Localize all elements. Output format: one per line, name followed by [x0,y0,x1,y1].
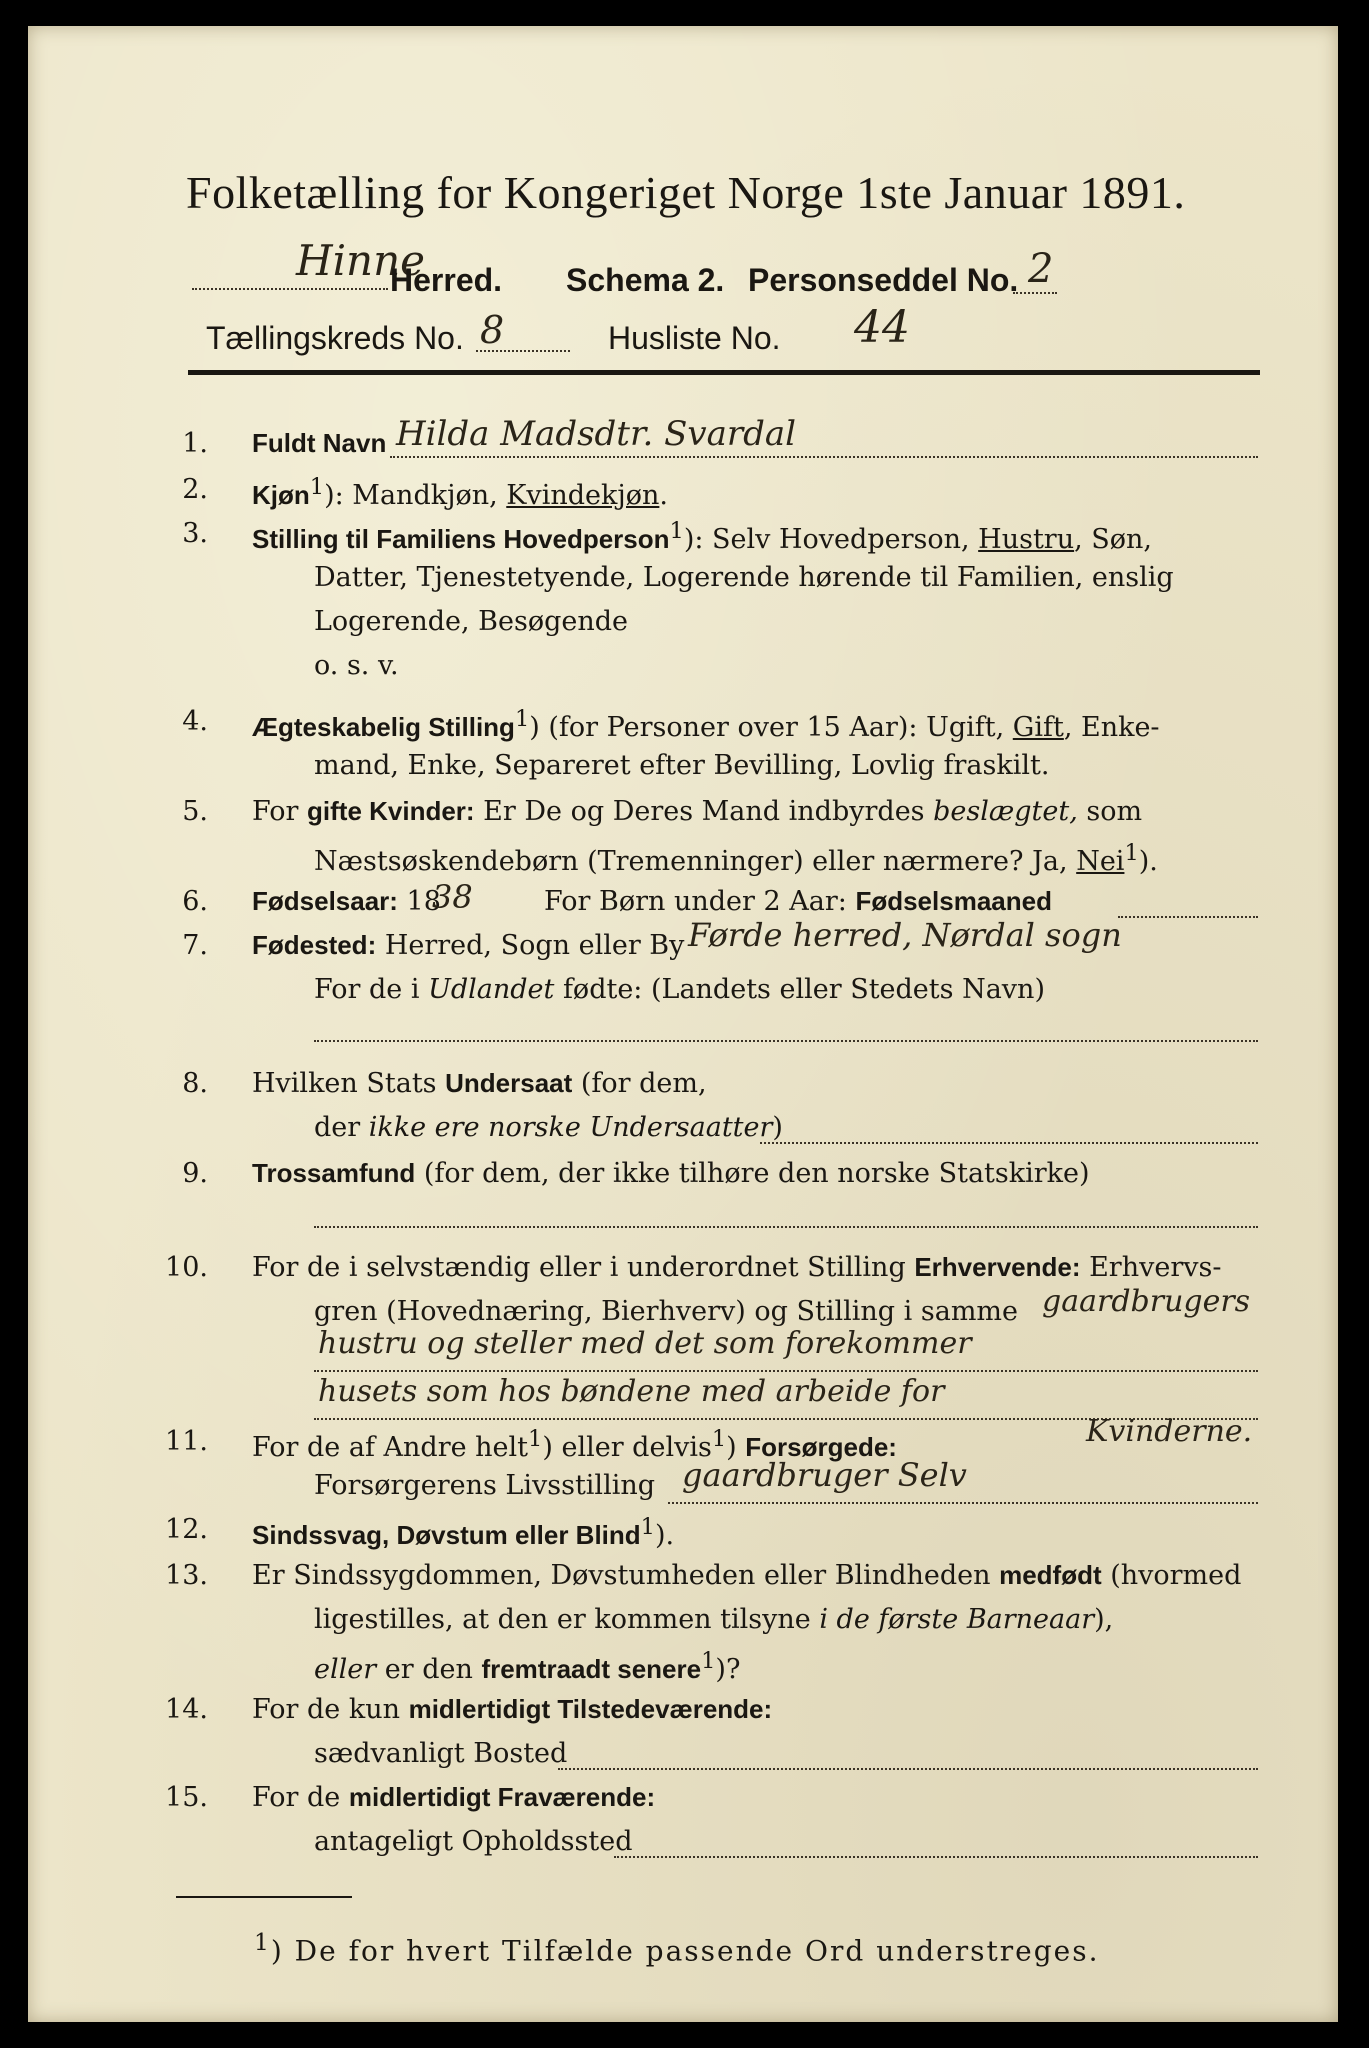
q14-number: 14. [165,1694,208,1725]
q2-text: Kjøn$^1$): Mandkjøn, Kvindekjøn. [252,474,668,511]
herred-dotted-line [192,288,388,290]
header-rule [188,370,1260,375]
q14-line1: For de kun midlertidigt Tilstedeværende: [252,1694,773,1725]
q10-line2: gren (Hovednæring, Bierhverv) og Stilling i samme [314,1296,1019,1327]
q7-dotted-line [314,1040,1258,1042]
q10-value-1: gaardbrugers [1042,1284,1251,1319]
q5-line2: Næstsøskendebørn (Tremenninger) eller nærmere? Ja, Nei$^1$). [314,840,1158,877]
personseddel-dotted-line [1013,292,1057,294]
q9-number: 9. [182,1158,208,1189]
q13-line1: Er Sindssygdommen, Døvstumheden eller Blindheden medfødt (hvormed [252,1560,1242,1591]
q10-dotted-line-2 [314,1370,1258,1372]
form-title: Folketælling for Kongeriget Norge 1ste Januar 1891. [186,167,1186,218]
herred-label: Herred. [390,262,503,298]
q8-line2: der ikke ere norske Undersaatter) [314,1112,783,1143]
kreds-label: Tællingskreds No. [206,320,464,356]
q6-number: 6. [182,886,208,917]
q10-line1: For de i selvstændig eller i underordnet Stilling Erhvervende: Erhvervs- [252,1252,1222,1283]
q8-line1: Hvilken Stats Undersaat (for dem, [252,1068,707,1099]
q7-line2: For de i Udlandet fødte: (Landets eller Stedets Navn) [314,974,1045,1005]
q7-birthplace-value: Førde herred, Nørdal sogn [688,916,1122,954]
footnote: $^1$) De for hvert Tilfælde passende Ord understreges. [254,1928,1100,1968]
q13-line3: eller er den fremtraadt senere$^1$)? [314,1648,741,1685]
q9-dotted-line [314,1226,1258,1228]
personseddel-value: 2 [1028,246,1054,292]
census-sheet [28,26,1338,2022]
q6-dotted-line [1118,916,1258,918]
q9-line1: Trossamfund (for dem, der ikke tilhøre den norske Statskirke) [252,1158,1090,1189]
q7-number: 7. [182,930,208,961]
q3-line4: o. s. v. [314,650,399,681]
q3-line2: Datter, Tjenestetyende, Logerende hørende til Familien, enslig [314,562,1174,593]
q2-number: 2. [182,474,208,505]
q11-value-2: gaardbruger Selv [682,1456,967,1494]
q12-number: 12. [165,1514,208,1545]
q13-line2: ligestilles, at den er kommen tilsyne i de første Barneaar), [314,1604,1114,1635]
q10-number: 10. [165,1252,208,1283]
q6-year-value: 38 [432,878,473,916]
q1-name-value: Hilda Madsdtr. Svardal [396,414,797,454]
q4-line1: Ægteskabelig Stilling$^1$) (for Personer over 15 Aar): Ugift, Gift, Enke- [252,706,1160,743]
q3-line1: Stilling til Familiens Hovedperson$^1$): Selv Hovedperson, Hustru, Søn, [252,518,1152,555]
q11-value-1: Kvinderne. [1086,1414,1253,1449]
q1-number: 1. [182,428,208,459]
q1-dotted-line [390,456,1258,458]
personseddel-label: Personseddel No. [748,262,1019,298]
q7-line1: Fødested: Herred, Sogn eller By [252,930,685,961]
q3-line3: Logerende, Besøgende [314,606,628,637]
q4-number: 4. [182,706,208,737]
q13-number: 13. [165,1560,208,1591]
q6-months-label: For Børn under 2 Aar: Fødselsmaaned [544,886,1052,917]
husliste-label: Husliste No. [608,320,781,356]
q8-dotted-line [760,1142,1258,1144]
kreds-value: 8 [480,308,505,352]
q14-line2: sædvanligt Bosted [314,1738,568,1769]
herred-value: Hinne [296,236,426,285]
q5-number: 5. [182,796,208,827]
kreds-dotted-line [476,350,570,352]
q5-line1: For gifte Kvinder: Er De og Deres Mand indbyrdes beslægtet, som [252,796,1143,827]
q15-number: 15. [165,1782,208,1813]
q11-number: 11. [165,1426,208,1457]
q3-number: 3. [182,518,208,549]
q1-label: Fuldt Navn [252,428,387,458]
q4-line2: mand, Enke, Separeret efter Bevilling, Lovlig fraskilt. [314,750,1050,781]
q11-dotted-line [668,1502,1258,1504]
schema-label: Schema 2. [566,262,725,298]
q10-value-2: hustru og steller med det som forekommer [318,1326,972,1361]
q6-label: Fødselsaar: 18 [252,886,441,917]
husliste-value: 44 [854,302,910,353]
q12-line1: Sindssvag, Døvstum eller Blind$^1$). [252,1514,675,1551]
q8-number: 8. [182,1068,208,1099]
q14-dotted-line [558,1768,1258,1770]
q15-dotted-line [614,1856,1258,1858]
q11-line2: Forsørgerens Livsstilling [314,1470,656,1501]
q11-line1: For de af Andre helt$^1$) eller delvis$^1$) Forsørgede: [252,1426,897,1463]
footnote-rule [176,1896,352,1898]
q15-line1: For de midlertidigt Fraværende: [252,1782,656,1813]
q10-value-3: husets som hos bøndene med arbeide for [318,1374,945,1409]
q15-line2: antageligt Opholdssted [314,1826,633,1857]
